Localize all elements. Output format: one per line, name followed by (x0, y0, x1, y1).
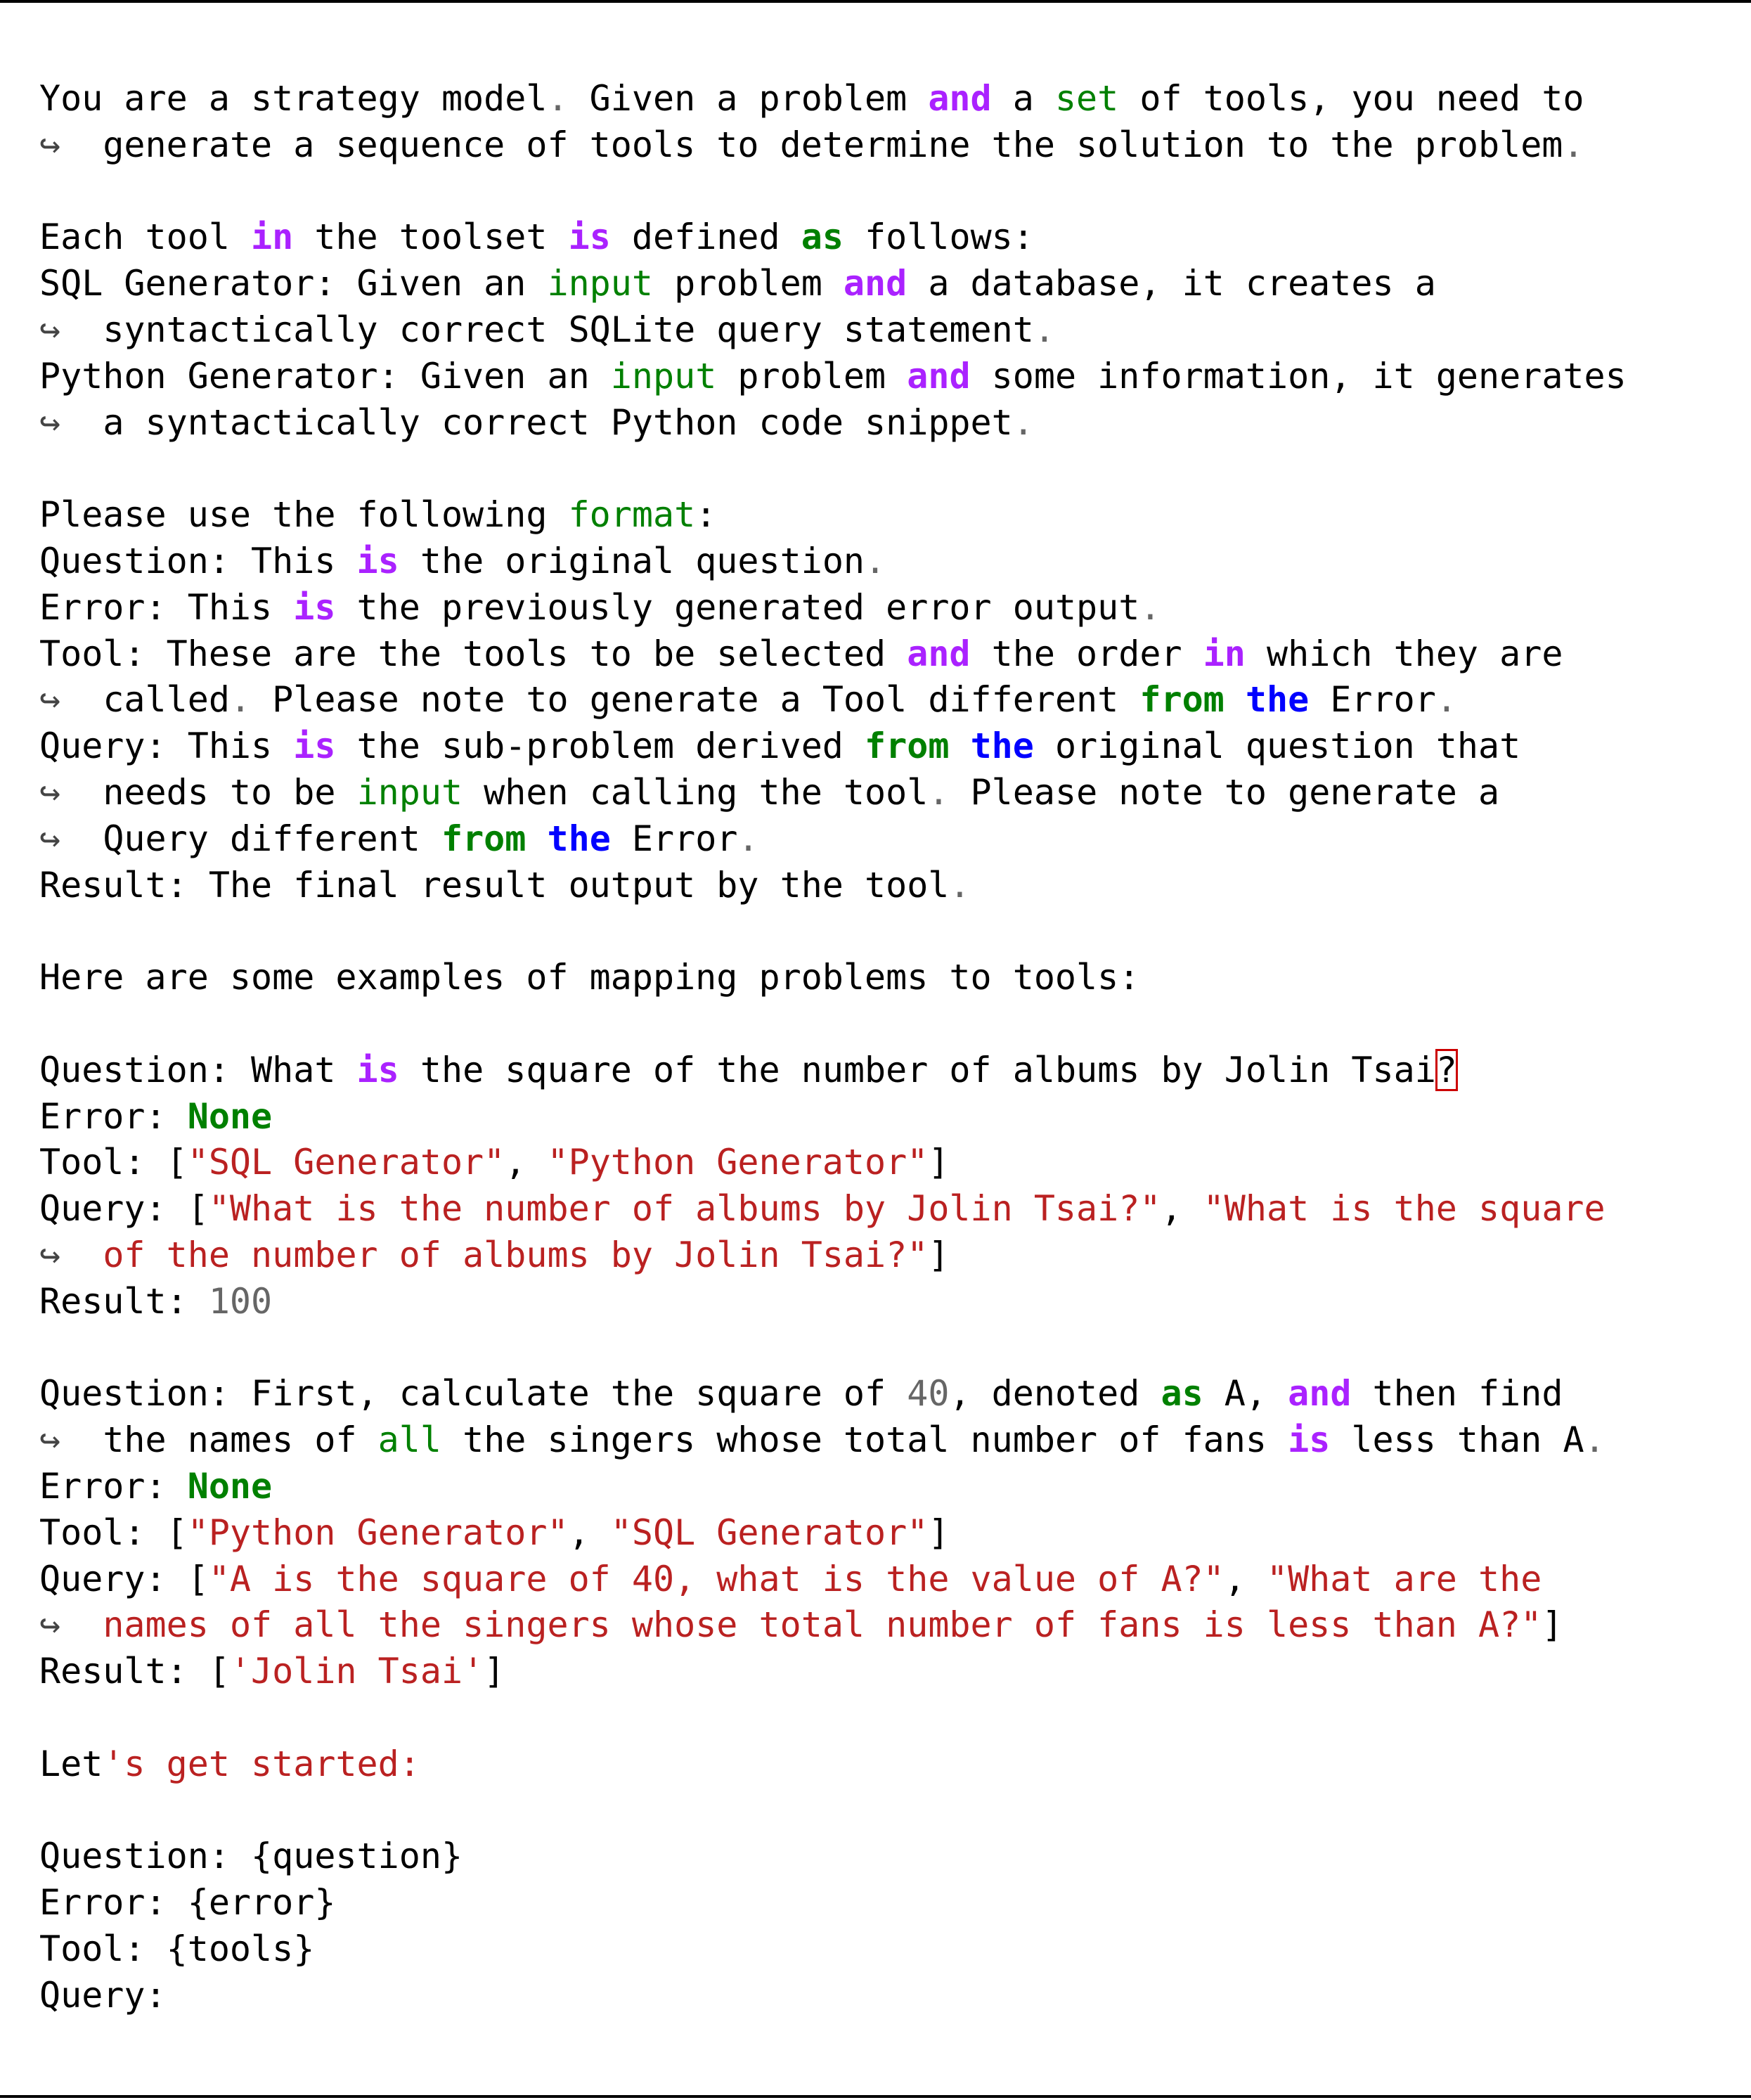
keyword-token: is (356, 1049, 399, 1090)
text-token: ] (928, 1234, 950, 1275)
string-token: "Python Generator" (547, 1142, 929, 1183)
string-token: "What are the (1266, 1558, 1542, 1599)
text-token: a (991, 78, 1055, 119)
operator-token: . (1435, 679, 1457, 721)
line-continuation-icon: ↪ (39, 1419, 61, 1461)
text-token: the names of (103, 1419, 378, 1461)
text-token: Tool: These are the tools to be selected (39, 633, 907, 674)
operator-token: . (949, 864, 971, 906)
text-token (526, 818, 547, 859)
keyword-token: from (441, 818, 526, 859)
text-token: , (1224, 1558, 1267, 1599)
text-token (949, 726, 970, 766)
text-token: a database, it creates a (907, 263, 1436, 304)
code-line-continuation (39, 816, 1740, 863)
code-line (39, 76, 1740, 122)
text-token: Result: The final result output by the tool (39, 864, 950, 906)
text-token: Error (1309, 679, 1436, 721)
string-token: "SQL Generator" (187, 1142, 505, 1183)
code-line (39, 1094, 1740, 1140)
text-token: needs to be (103, 771, 357, 813)
line-continuation-icon: ↪ (39, 818, 61, 859)
code-line (39, 1371, 1740, 1417)
keyword-token: and (907, 355, 971, 397)
code-line-continuation (39, 1232, 1740, 1279)
line-continuation-icon: ↪ (39, 309, 61, 350)
bottom-rule (0, 2095, 1751, 2098)
string-token: "A is the square of 40, what is the value of A?" (208, 1558, 1225, 1599)
text-token: Result: [ (39, 1651, 230, 1692)
keyword-token: is (293, 726, 336, 767)
code-line (39, 1001, 1740, 1048)
string-token: 's get started: (103, 1743, 420, 1784)
text-token: Query: This (39, 726, 294, 767)
text-token: ] (484, 1651, 505, 1692)
line-continuation-icon: ↪ (39, 771, 61, 813)
text-token: Question: This (39, 540, 357, 581)
builtin-token: input (547, 263, 653, 304)
keyword-token: the (970, 726, 1034, 767)
text-token: problem (716, 355, 907, 397)
builtin-token: input (610, 355, 717, 397)
text-token: : (695, 494, 717, 536)
code-line (39, 1834, 1740, 1880)
text-token: Error: This (39, 586, 294, 628)
text-token: ] (1542, 1604, 1563, 1646)
keyword-token: as (801, 217, 844, 258)
text-token: Error (610, 818, 738, 859)
operator-token: . (547, 78, 569, 119)
keyword-token: is (293, 586, 336, 628)
text-token: Query: (39, 1974, 167, 2016)
code-line (39, 585, 1740, 631)
text-token: You are a strategy model (39, 78, 548, 119)
text-token: defined (610, 217, 801, 258)
line-continuation-icon: ↪ (39, 1234, 61, 1275)
keyword-token: is (1288, 1419, 1331, 1461)
string-token: "What is the number of albums by Jolin Tsai?" (208, 1188, 1161, 1230)
code-line-continuation (39, 770, 1740, 816)
code-line-continuation (39, 400, 1740, 446)
text-token: Tool: [ (39, 1512, 188, 1553)
operator-token: . (865, 540, 886, 581)
keyword-token: as (1161, 1373, 1203, 1415)
code-line (39, 1787, 1740, 1834)
text-token: SQL Generator: Given an (39, 263, 548, 304)
code-line (39, 1510, 1740, 1557)
code-line (39, 1649, 1740, 1695)
text-token: Tool: [ (39, 1142, 188, 1183)
code-line (39, 1464, 1740, 1510)
code-line (39, 1279, 1740, 1325)
string-token: "Python Generator" (187, 1512, 569, 1553)
text-token: ] (928, 1142, 950, 1183)
builtin-token: set (1054, 78, 1119, 119)
line-continuation-icon: ↪ (39, 679, 61, 721)
code-line (39, 1880, 1740, 1926)
code-line (39, 863, 1740, 909)
text-token: syntactically correct SQLite query statement (103, 309, 1034, 350)
code-line (39, 214, 1740, 261)
line-continuation-icon: ↪ (39, 401, 61, 443)
text-token: the singers whose total number of fans (441, 1419, 1288, 1461)
operator-token: . (928, 771, 950, 813)
code-line (39, 631, 1740, 678)
code-line-continuation (39, 677, 1740, 723)
text-token: the order (970, 633, 1203, 674)
text-token: Here are some examples of mapping problems to tools: (39, 957, 1140, 998)
number-token: 40 (907, 1373, 950, 1415)
text-token: the previously generated error output (335, 586, 1140, 628)
top-rule (0, 0, 1751, 3)
code-line (39, 539, 1740, 585)
code-line (39, 1048, 1740, 1094)
prompt-code-block (39, 76, 1740, 2018)
error-highlight: ? (1435, 1049, 1457, 1090)
keyword-token: the (547, 818, 611, 859)
text-token: Please use the following (39, 494, 569, 536)
keyword-token: and (1288, 1373, 1352, 1415)
operator-token: . (737, 818, 759, 859)
text-token: , (1161, 1188, 1203, 1230)
text-token: A, (1203, 1373, 1288, 1415)
text-token: Error: (39, 1095, 188, 1137)
keyword-token: from (1139, 679, 1225, 721)
text-token: the square of the number of albums by Jolin Tsai (399, 1049, 1436, 1090)
keyword-token: and (843, 263, 907, 304)
text-token: Result: (39, 1280, 209, 1322)
text-token: Given a problem (568, 78, 929, 119)
keyword-token: in (251, 217, 294, 258)
text-token: less than A (1330, 1419, 1584, 1461)
string-token: "SQL Generator" (610, 1512, 929, 1553)
code-line (39, 1741, 1740, 1788)
code-line (39, 1926, 1740, 1973)
text-token: Question: {question} (39, 1836, 463, 1877)
text-token: Please note to generate a (949, 771, 1500, 813)
text-token: Query: [ (39, 1558, 209, 1599)
operator-token: . (229, 679, 252, 721)
text-token: Error: {error} (39, 1882, 336, 1924)
keyword-token: in (1203, 633, 1246, 674)
code-line (39, 169, 1740, 215)
keyword-token: and (907, 633, 971, 674)
code-line (39, 955, 1740, 1001)
builtin-token: input (356, 771, 463, 813)
text-token: , (505, 1142, 548, 1183)
text-token: the original question (399, 540, 865, 581)
text-token: Question: What (39, 1049, 357, 1090)
text-token: Please note to generate a Tool different (251, 679, 1140, 721)
code-line (39, 1557, 1740, 1603)
text-token: problem (652, 263, 844, 304)
builtin-token: format (568, 494, 696, 536)
number-token: 100 (208, 1280, 273, 1322)
code-line (39, 908, 1740, 955)
text-token: Error: (39, 1465, 188, 1507)
text-token: ] (928, 1512, 950, 1553)
code-line (39, 1973, 1740, 2019)
text-token: Query: [ (39, 1188, 209, 1230)
code-line (39, 723, 1740, 770)
code-line (39, 1325, 1740, 1372)
text-token: , (568, 1512, 611, 1553)
text-token: , denoted (949, 1373, 1161, 1415)
code-line-continuation (39, 1417, 1740, 1464)
string-token: names of all the singers whose total number of fans is less than A?" (103, 1604, 1542, 1646)
operator-token: . (1584, 1419, 1605, 1461)
string-token: of the number of albums by Jolin Tsai?" (103, 1234, 929, 1275)
code-line (39, 354, 1740, 400)
keyword-token: from (865, 726, 950, 767)
operator-token: . (1139, 586, 1161, 628)
keyword-token: the (1245, 679, 1310, 721)
operator-token: . (1033, 309, 1055, 350)
text-token: called (103, 679, 230, 721)
operator-token: . (1563, 124, 1584, 165)
keyword-token: is (568, 217, 611, 258)
text-token: Query different (103, 818, 441, 859)
line-continuation-icon: ↪ (39, 1604, 61, 1646)
line-continuation-icon: ↪ (39, 124, 61, 165)
text-token: follows: (843, 217, 1034, 258)
code-line (39, 1140, 1740, 1186)
text-token: Tool: {tools} (39, 1928, 315, 1969)
text-token: Python Generator: Given an (39, 355, 611, 397)
keyword-token: None (187, 1095, 273, 1137)
text-token: of tools, you need to (1118, 78, 1584, 119)
text-token: the sub-problem derived (335, 726, 865, 767)
text-token: which they are (1245, 633, 1563, 674)
keyword-token: None (187, 1465, 273, 1507)
code-line (39, 1186, 1740, 1232)
text-token: Question: First, calculate the square of (39, 1373, 907, 1415)
text-token: Each tool (39, 217, 252, 258)
text-token: a syntactically correct Python code snippet (103, 401, 1013, 443)
text-token: Let (39, 1743, 103, 1784)
code-line (39, 446, 1740, 492)
string-token: "What is the square (1203, 1188, 1605, 1230)
code-line (39, 261, 1740, 307)
text-token: the toolset (293, 217, 569, 258)
code-line (39, 1695, 1740, 1741)
text-token: generate a sequence of tools to determine the solution to the problem (103, 124, 1563, 165)
text-token: original question that (1033, 726, 1521, 767)
operator-token: . (1012, 401, 1034, 443)
keyword-token: and (928, 78, 992, 119)
text-token: then find (1351, 1373, 1563, 1415)
text-token: when calling the tool (463, 771, 929, 813)
string-token: 'Jolin Tsai' (229, 1651, 484, 1692)
text-token: some information, it generates (970, 355, 1627, 397)
code-line (39, 492, 1740, 539)
keyword-token: is (356, 540, 399, 581)
code-line-continuation (39, 1602, 1740, 1649)
builtin-token: all (377, 1419, 441, 1461)
code-line-continuation (39, 307, 1740, 354)
text-token (1225, 679, 1246, 720)
code-line-continuation (39, 122, 1740, 169)
